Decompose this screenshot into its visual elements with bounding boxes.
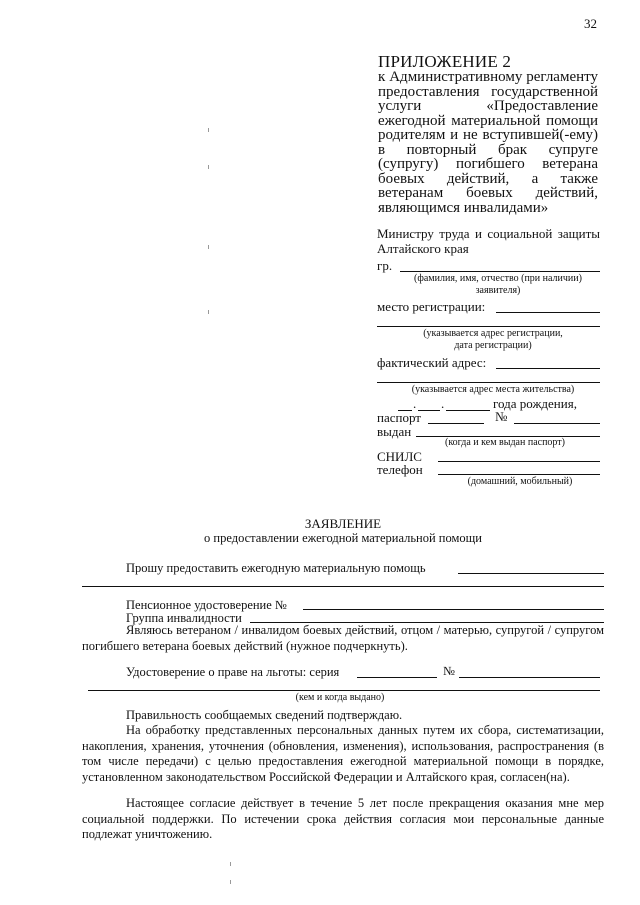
scan-speck	[208, 165, 209, 169]
benefit-number-field[interactable]	[459, 677, 600, 678]
benefit-label: Удостоверение о праве на льготы: серия	[126, 665, 340, 679]
birth-dot-2: .	[441, 396, 445, 411]
confirm-text: Правильность сообщаемых сведений подтверждаю.	[126, 708, 403, 722]
passport-number-sign: №	[495, 409, 508, 424]
validity-text: Настоящее согласие действует в течение 5 лет после прекращения оказания мне мер социальной поддержки. По истечении срока действия согласия мои персональные данные подлежат уничтожению.	[82, 796, 604, 841]
registration-field-2[interactable]	[377, 326, 600, 327]
application-title: ЗАЯВЛЕНИЕ	[304, 516, 382, 531]
fio-hint-1: (фамилия, имя, отчество (при наличии)	[414, 273, 582, 284]
snils-field[interactable]	[438, 461, 600, 462]
fio-field[interactable]	[400, 271, 600, 272]
scan-speck	[208, 245, 209, 249]
registration-hint-2: дата регистрации)	[454, 340, 532, 351]
appendix-title: ПРИЛОЖЕНИЕ 2	[378, 52, 512, 71]
addressee-text: Министру труда и социальной защиты Алтайского края	[377, 226, 600, 256]
phone-field[interactable]	[438, 474, 600, 475]
scan-speck	[230, 862, 231, 866]
birth-month-field[interactable]	[418, 410, 440, 411]
request-field-2[interactable]	[82, 586, 604, 587]
pension-label: Пенсионное удостоверение №	[126, 598, 287, 612]
phone-label: телефон	[377, 462, 423, 477]
registration-label: место регистрации:	[377, 299, 486, 314]
consent-text: На обработку представленных персональных данных путем их сбора, систематизации, накопления, хранения, уточнения (обновления, изменения), использования, распространения (в том числе передачи) с целью предоставления ежегодной материальной помощи в порядке, установленном законодательством Российской Федерации и Алтайского края, согласен(на).	[82, 723, 604, 784]
scan-speck	[208, 310, 209, 314]
passport-series-field[interactable]	[428, 423, 484, 424]
actual-address-field[interactable]	[496, 368, 600, 369]
passport-label: паспорт	[377, 410, 421, 425]
benefit-number-sign: №	[443, 664, 455, 678]
benefit-issued-field[interactable]	[88, 690, 600, 691]
page-number: 32	[584, 16, 597, 31]
issued-hint: (когда и кем выдан паспорт)	[444, 437, 565, 448]
pension-field[interactable]	[303, 609, 604, 610]
actual-address-label: фактический адрес:	[377, 355, 487, 370]
benefit-hint: (кем и когда выдано)	[295, 692, 385, 703]
veteran-status-text: Являюсь ветераном / инвалидом боевых действий, отцом / матерью, супругой / супругом погибшего ветерана боевых действий (нужное подчеркнуть).	[82, 623, 604, 653]
registration-hint-1: (указывается адрес регистрации,	[423, 328, 563, 339]
actual-address-hint: (указывается адрес места жительства)	[411, 384, 575, 395]
passport-number-field[interactable]	[514, 423, 600, 424]
birth-dot-1: .	[413, 396, 417, 411]
appendix-text: к Административному регламенту предоставления государственной услуги «Предоставление ежегодной материальной помощи родителям и не вступившей(-ему) в повторный брак супруге (супругу) погибшего ветерана боевых действий, а также ветеранам боевых действий, являющимся инвалидами»	[378, 69, 598, 216]
disability-label: Группа инвалидности	[126, 611, 242, 625]
scan-speck	[230, 880, 231, 884]
snils-label: СНИЛС	[377, 449, 422, 464]
scan-speck	[208, 128, 209, 132]
phone-hint: (домашний, мобильный)	[467, 476, 573, 487]
birth-label: года рождения,	[493, 396, 577, 411]
request-text: Прошу предоставить ежегодную материальную помощь	[126, 561, 426, 575]
gr-label: гр.	[377, 258, 393, 273]
issued-label: выдан	[377, 424, 412, 439]
registration-field[interactable]	[496, 312, 600, 313]
request-field[interactable]	[458, 573, 604, 574]
benefit-series-field[interactable]	[357, 677, 437, 678]
actual-address-field-2[interactable]	[377, 382, 600, 383]
application-subtitle: о предоставлении ежегодной материальной помощи	[204, 531, 482, 545]
birth-year-field[interactable]	[446, 410, 490, 411]
fio-hint-2: заявителя)	[475, 285, 521, 296]
